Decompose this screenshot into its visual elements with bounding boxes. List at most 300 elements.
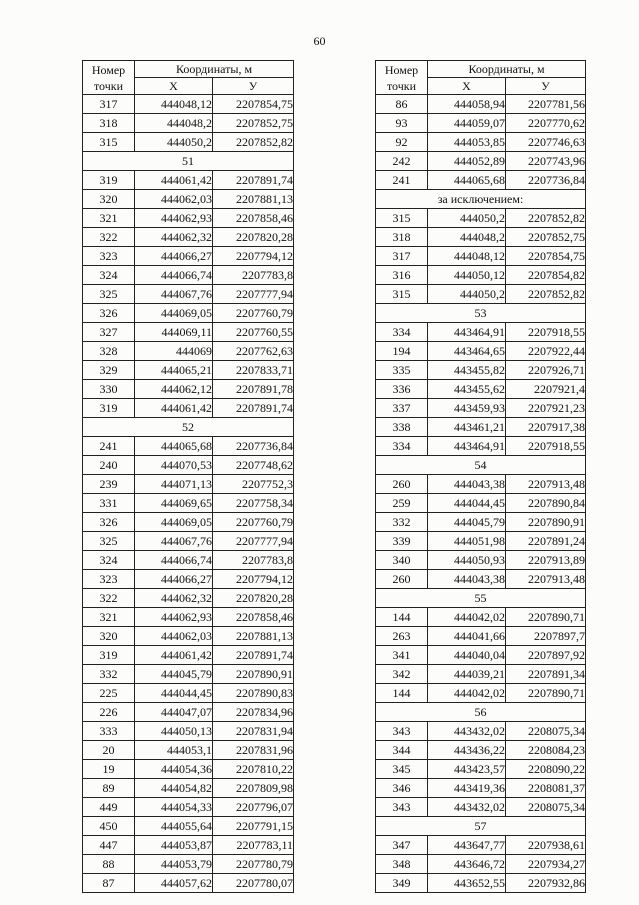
y-coordinate-cell: 2207881,13 xyxy=(213,190,294,209)
y-coordinate-cell: 2207881,13 xyxy=(213,627,294,646)
point-number-cell: 319 xyxy=(83,399,135,418)
x-coordinate-cell: 444065,68 xyxy=(135,437,213,456)
y-coordinate-cell: 2207913,89 xyxy=(506,551,586,570)
point-number-cell: 324 xyxy=(83,266,135,285)
y-coordinate-cell: 2207752,3 xyxy=(213,475,294,494)
table-row xyxy=(376,494,586,513)
y-coordinate-cell: 2207777,94 xyxy=(213,285,294,304)
point-number-cell: 259 xyxy=(376,494,428,513)
point-number-cell: 317 xyxy=(83,95,135,114)
point-number-cell: 321 xyxy=(83,209,135,228)
x-coordinate-cell: 444062,12 xyxy=(135,380,213,399)
x-coordinate-cell: 444053,79 xyxy=(135,855,213,874)
y-coordinate-cell: 2207780,07 xyxy=(213,874,294,893)
table-row xyxy=(83,247,294,266)
point-number-cell: 324 xyxy=(83,551,135,570)
y-coordinate-cell: 2207922,44 xyxy=(506,342,586,361)
table-row xyxy=(83,741,294,760)
point-number-cell: 316 xyxy=(376,266,428,285)
table-row xyxy=(83,171,294,190)
table-row xyxy=(376,513,586,532)
point-number-cell: 144 xyxy=(376,684,428,703)
section-label: 57 xyxy=(376,817,586,836)
x-coordinate-cell: 444050,13 xyxy=(135,722,213,741)
table-row xyxy=(376,551,586,570)
x-coordinate-cell: 443455,62 xyxy=(428,380,506,399)
section-row xyxy=(376,456,586,475)
table-row xyxy=(83,304,294,323)
y-coordinate-cell: 2207834,96 xyxy=(213,703,294,722)
table-row xyxy=(376,399,586,418)
point-number-cell: 315 xyxy=(83,133,135,152)
y-coordinate-cell: 2207777,94 xyxy=(213,532,294,551)
x-coordinate-cell: 443455,82 xyxy=(428,361,506,380)
y-coordinate-cell: 2208075,34 xyxy=(506,798,586,817)
section-row xyxy=(376,589,586,608)
y-coordinate-cell: 2207833,71 xyxy=(213,361,294,380)
point-number-cell: 326 xyxy=(83,513,135,532)
y-coordinate-cell: 2207762,63 xyxy=(213,342,294,361)
x-coordinate-cell: 444048,2 xyxy=(428,228,506,247)
x-coordinate-cell: 444066,74 xyxy=(135,266,213,285)
x-coordinate-cell: 444066,74 xyxy=(135,551,213,570)
table-row xyxy=(376,152,586,171)
table-row xyxy=(83,285,294,304)
y-coordinate-cell: 2207810,22 xyxy=(213,760,294,779)
x-coordinate-cell: 443459,93 xyxy=(428,399,506,418)
point-number-cell: 349 xyxy=(376,874,428,893)
table-row xyxy=(83,855,294,874)
section-label: 56 xyxy=(376,703,586,722)
point-number-cell: 327 xyxy=(83,323,135,342)
y-coordinate-cell: 2207891,24 xyxy=(506,532,586,551)
point-number-cell: 92 xyxy=(376,133,428,152)
point-number-header: Номер точки xyxy=(83,61,135,95)
point-number-cell: 226 xyxy=(83,703,135,722)
x-coordinate-cell: 444048,2 xyxy=(135,114,213,133)
x-coordinate-cell: 444062,32 xyxy=(135,589,213,608)
table-row xyxy=(376,171,586,190)
y-coordinate-cell: 2207736,84 xyxy=(213,437,294,456)
y-coordinate-cell: 2207760,55 xyxy=(213,323,294,342)
x-coordinate-cell: 443647,77 xyxy=(428,836,506,855)
table-row xyxy=(376,779,586,798)
y-coordinate-cell: 2207890,84 xyxy=(506,494,586,513)
y-coordinate-cell: 2207926,71 xyxy=(506,361,586,380)
table-row xyxy=(83,684,294,703)
table-row xyxy=(83,456,294,475)
point-number-cell: 320 xyxy=(83,190,135,209)
x-coordinate-cell: 443461,21 xyxy=(428,418,506,437)
y-coordinate-cell: 2207820,28 xyxy=(213,228,294,247)
x-coordinate-cell: 444070,53 xyxy=(135,456,213,475)
x-coordinate-cell: 444051,98 xyxy=(428,532,506,551)
point-number-cell: 335 xyxy=(376,361,428,380)
table-row xyxy=(83,665,294,684)
y-coordinate-cell: 2207854,75 xyxy=(213,95,294,114)
point-number-cell: 87 xyxy=(83,874,135,893)
x-coordinate-cell: 444043,38 xyxy=(428,475,506,494)
y-column-header: У xyxy=(506,78,586,95)
point-number-cell: 317 xyxy=(376,247,428,266)
point-number-cell: 240 xyxy=(83,456,135,475)
x-coordinate-cell: 444069,05 xyxy=(135,513,213,532)
x-coordinate-cell: 444041,66 xyxy=(428,627,506,646)
section-label: за исключением: xyxy=(376,190,586,209)
y-coordinate-cell: 2207913,48 xyxy=(506,475,586,494)
x-column-header: X xyxy=(428,78,506,95)
y-coordinate-cell: 2207796,07 xyxy=(213,798,294,817)
point-number-cell: 321 xyxy=(83,608,135,627)
table-row xyxy=(83,209,294,228)
x-coordinate-cell: 444044,45 xyxy=(135,684,213,703)
y-coordinate-cell: 2207760,79 xyxy=(213,304,294,323)
point-number-cell: 330 xyxy=(83,380,135,399)
table-row xyxy=(83,627,294,646)
table-row xyxy=(376,133,586,152)
y-coordinate-cell: 2207890,91 xyxy=(213,665,294,684)
point-number-cell: 449 xyxy=(83,798,135,817)
table-row xyxy=(83,836,294,855)
point-number-cell: 343 xyxy=(376,722,428,741)
point-number-cell: 144 xyxy=(376,608,428,627)
table-row xyxy=(83,266,294,285)
table-row xyxy=(376,684,586,703)
point-number-cell: 320 xyxy=(83,627,135,646)
point-number-cell: 88 xyxy=(83,855,135,874)
x-coordinate-cell: 444057,62 xyxy=(135,874,213,893)
point-number-cell: 333 xyxy=(83,722,135,741)
table-row xyxy=(83,361,294,380)
x-coordinate-cell: 443464,65 xyxy=(428,342,506,361)
point-number-cell: 323 xyxy=(83,570,135,589)
section-label: 54 xyxy=(376,456,586,475)
x-coordinate-cell: 444047,07 xyxy=(135,703,213,722)
y-coordinate-cell: 2207918,55 xyxy=(506,437,586,456)
table-row xyxy=(83,133,294,152)
x-coordinate-cell: 444050,93 xyxy=(428,551,506,570)
section-label: 52 xyxy=(83,418,294,437)
x-coordinate-cell: 444042,02 xyxy=(428,684,506,703)
y-coordinate-cell: 2207934,27 xyxy=(506,855,586,874)
point-number-cell: 325 xyxy=(83,532,135,551)
y-coordinate-cell: 2207938,61 xyxy=(506,836,586,855)
y-coordinate-cell: 2207932,86 xyxy=(506,874,586,893)
y-coordinate-cell: 2207831,96 xyxy=(213,741,294,760)
y-coordinate-cell: 2207758,34 xyxy=(213,494,294,513)
table-row xyxy=(83,589,294,608)
table-row xyxy=(83,703,294,722)
point-number-cell: 86 xyxy=(376,95,428,114)
section-row xyxy=(376,703,586,722)
point-number-cell: 241 xyxy=(83,437,135,456)
point-number-cell: 319 xyxy=(83,646,135,665)
table-row xyxy=(376,342,586,361)
y-coordinate-cell: 2207891,34 xyxy=(506,665,586,684)
point-number-cell: 346 xyxy=(376,779,428,798)
y-coordinate-cell: 2207891,74 xyxy=(213,399,294,418)
section-label: 51 xyxy=(83,152,294,171)
x-coordinate-cell: 444062,93 xyxy=(135,608,213,627)
point-number-cell: 318 xyxy=(376,228,428,247)
x-coordinate-cell: 444069,11 xyxy=(135,323,213,342)
x-coordinate-cell: 444066,27 xyxy=(135,247,213,266)
table-row xyxy=(376,114,586,133)
y-coordinate-cell: 2207858,46 xyxy=(213,608,294,627)
table-row xyxy=(83,114,294,133)
point-number-cell: 322 xyxy=(83,228,135,247)
point-number-cell: 345 xyxy=(376,760,428,779)
point-number-cell: 194 xyxy=(376,342,428,361)
table-row xyxy=(83,190,294,209)
x-coordinate-cell: 444061,42 xyxy=(135,646,213,665)
point-number-cell: 323 xyxy=(83,247,135,266)
point-number-cell: 315 xyxy=(376,209,428,228)
x-coordinate-cell: 444069,05 xyxy=(135,304,213,323)
x-coordinate-cell: 444055,64 xyxy=(135,817,213,836)
y-coordinate-cell: 2207854,75 xyxy=(506,247,586,266)
point-number-cell: 325 xyxy=(83,285,135,304)
point-number-cell: 20 xyxy=(83,741,135,760)
table-row xyxy=(376,646,586,665)
table-row xyxy=(376,570,586,589)
y-coordinate-cell: 2207913,48 xyxy=(506,570,586,589)
y-coordinate-cell: 2207794,12 xyxy=(213,247,294,266)
point-number-cell: 329 xyxy=(83,361,135,380)
point-number-cell: 332 xyxy=(376,513,428,532)
point-number-cell: 315 xyxy=(376,285,428,304)
point-number-cell: 19 xyxy=(83,760,135,779)
x-coordinate-cell: 443436,22 xyxy=(428,741,506,760)
table-row xyxy=(83,817,294,836)
x-coordinate-cell: 444040,04 xyxy=(428,646,506,665)
table-row xyxy=(83,798,294,817)
x-coordinate-cell: 443464,91 xyxy=(428,323,506,342)
table-row xyxy=(376,760,586,779)
x-coordinate-cell: 444050,2 xyxy=(428,209,506,228)
table-row xyxy=(376,855,586,874)
table-row xyxy=(83,342,294,361)
x-coordinate-cell: 444062,93 xyxy=(135,209,213,228)
y-coordinate-cell: 2207921,23 xyxy=(506,399,586,418)
x-coordinate-cell: 444052,89 xyxy=(428,152,506,171)
point-number-cell: 344 xyxy=(376,741,428,760)
point-number-cell: 343 xyxy=(376,798,428,817)
x-coordinate-cell: 444065,68 xyxy=(428,171,506,190)
point-number-cell: 331 xyxy=(83,494,135,513)
table-row xyxy=(376,418,586,437)
x-coordinate-cell: 444045,79 xyxy=(428,513,506,532)
table-row xyxy=(376,741,586,760)
y-coordinate-cell: 2207760,79 xyxy=(213,513,294,532)
table-row xyxy=(376,475,586,494)
y-coordinate-cell: 2207780,79 xyxy=(213,855,294,874)
point-number-cell: 334 xyxy=(376,437,428,456)
x-column-header: X xyxy=(135,78,213,95)
point-number-cell: 239 xyxy=(83,475,135,494)
y-coordinate-cell: 2207852,82 xyxy=(506,209,586,228)
y-coordinate-cell: 2208084,23 xyxy=(506,741,586,760)
x-coordinate-cell: 444062,32 xyxy=(135,228,213,247)
section-row xyxy=(83,418,294,437)
table-row xyxy=(83,475,294,494)
point-number-cell: 318 xyxy=(83,114,135,133)
point-number-cell: 342 xyxy=(376,665,428,684)
y-coordinate-cell: 2207748,62 xyxy=(213,456,294,475)
table-row xyxy=(83,608,294,627)
point-number-cell: 336 xyxy=(376,380,428,399)
table-row xyxy=(376,228,586,247)
x-coordinate-cell: 443464,91 xyxy=(428,437,506,456)
table-row xyxy=(376,798,586,817)
table-row xyxy=(83,95,294,114)
point-number-cell: 326 xyxy=(83,304,135,323)
point-number-cell: 225 xyxy=(83,684,135,703)
table-row xyxy=(376,323,586,342)
table-row xyxy=(376,247,586,266)
point-number-cell: 322 xyxy=(83,589,135,608)
point-number-cell: 89 xyxy=(83,779,135,798)
x-coordinate-cell: 444053,87 xyxy=(135,836,213,855)
y-coordinate-cell: 2207746,63 xyxy=(506,133,586,152)
table-row xyxy=(83,646,294,665)
y-coordinate-cell: 2207736,84 xyxy=(506,171,586,190)
section-row xyxy=(83,152,294,171)
point-number-cell: 450 xyxy=(83,817,135,836)
y-coordinate-cell: 2207890,71 xyxy=(506,608,586,627)
y-coordinate-cell: 2208075,34 xyxy=(506,722,586,741)
x-coordinate-cell: 444067,76 xyxy=(135,285,213,304)
table-body-right xyxy=(376,95,586,893)
y-coordinate-cell: 2208081,37 xyxy=(506,779,586,798)
x-coordinate-cell: 443423,57 xyxy=(428,760,506,779)
section-label: 53 xyxy=(376,304,586,323)
point-number-cell: 334 xyxy=(376,323,428,342)
y-coordinate-cell: 2207820,28 xyxy=(213,589,294,608)
x-coordinate-cell: 444042,02 xyxy=(428,608,506,627)
table-body-left xyxy=(83,95,294,893)
table-row xyxy=(376,380,586,399)
section-label: 55 xyxy=(376,589,586,608)
x-coordinate-cell: 444069 xyxy=(135,342,213,361)
y-coordinate-cell: 2207854,82 xyxy=(506,266,586,285)
y-coordinate-cell: 2207897,7 xyxy=(506,627,586,646)
point-number-cell: 260 xyxy=(376,570,428,589)
table-row xyxy=(376,532,586,551)
point-number-cell: 241 xyxy=(376,171,428,190)
x-coordinate-cell: 444053,85 xyxy=(428,133,506,152)
table-row xyxy=(83,513,294,532)
point-number-cell: 338 xyxy=(376,418,428,437)
x-coordinate-cell: 444071,13 xyxy=(135,475,213,494)
point-number-cell: 93 xyxy=(376,114,428,133)
y-coordinate-cell: 2207897,92 xyxy=(506,646,586,665)
coordinates-header: Координаты, м xyxy=(428,61,586,78)
table-row xyxy=(376,209,586,228)
coordinates-table-right xyxy=(375,60,586,893)
y-coordinate-cell: 2207791,15 xyxy=(213,817,294,836)
table-row xyxy=(83,228,294,247)
table-row xyxy=(376,437,586,456)
point-number-cell: 260 xyxy=(376,475,428,494)
x-coordinate-cell: 444045,79 xyxy=(135,665,213,684)
point-number-cell: 447 xyxy=(83,836,135,855)
y-coordinate-cell: 2207770,62 xyxy=(506,114,586,133)
point-number-cell: 348 xyxy=(376,855,428,874)
y-coordinate-cell: 2207783,8 xyxy=(213,266,294,285)
table-row xyxy=(83,874,294,893)
x-coordinate-cell: 444058,94 xyxy=(428,95,506,114)
x-coordinate-cell: 444061,42 xyxy=(135,399,213,418)
y-coordinate-cell: 2207831,94 xyxy=(213,722,294,741)
table-row xyxy=(83,722,294,741)
y-coordinate-cell: 2208090,22 xyxy=(506,760,586,779)
x-coordinate-cell: 443432,02 xyxy=(428,722,506,741)
x-coordinate-cell: 444062,03 xyxy=(135,627,213,646)
point-number-cell: 328 xyxy=(83,342,135,361)
table-row xyxy=(83,323,294,342)
table-row xyxy=(83,437,294,456)
x-coordinate-cell: 443652,55 xyxy=(428,874,506,893)
table-row xyxy=(83,532,294,551)
table-row xyxy=(376,608,586,627)
point-number-cell: 340 xyxy=(376,551,428,570)
table-row xyxy=(376,665,586,684)
y-coordinate-cell: 2207890,83 xyxy=(213,684,294,703)
point-number-cell: 332 xyxy=(83,665,135,684)
point-number-cell: 341 xyxy=(376,646,428,665)
table-row xyxy=(376,836,586,855)
x-coordinate-cell: 444066,27 xyxy=(135,570,213,589)
coordinates-header: Координаты, м xyxy=(135,61,294,78)
x-coordinate-cell: 444050,2 xyxy=(428,285,506,304)
x-coordinate-cell: 444067,76 xyxy=(135,532,213,551)
y-coordinate-cell: 2207891,78 xyxy=(213,380,294,399)
x-coordinate-cell: 444039,21 xyxy=(428,665,506,684)
page-number: 60 xyxy=(313,34,326,48)
y-column-header: У xyxy=(213,78,294,95)
x-coordinate-cell: 443419,36 xyxy=(428,779,506,798)
table-row xyxy=(83,380,294,399)
y-coordinate-cell: 2207781,56 xyxy=(506,95,586,114)
x-coordinate-cell: 444069,65 xyxy=(135,494,213,513)
section-row xyxy=(376,817,586,836)
table-row xyxy=(376,874,586,893)
table-row xyxy=(83,494,294,513)
y-coordinate-cell: 2207890,91 xyxy=(506,513,586,532)
table-row xyxy=(376,722,586,741)
y-coordinate-cell: 2207852,75 xyxy=(213,114,294,133)
x-coordinate-cell: 444050,12 xyxy=(428,266,506,285)
x-coordinate-cell: 443646,72 xyxy=(428,855,506,874)
point-number-cell: 319 xyxy=(83,171,135,190)
y-coordinate-cell: 2207858,46 xyxy=(213,209,294,228)
x-coordinate-cell: 444061,42 xyxy=(135,171,213,190)
table-row xyxy=(83,551,294,570)
y-coordinate-cell: 2207809,98 xyxy=(213,779,294,798)
x-coordinate-cell: 444054,33 xyxy=(135,798,213,817)
y-coordinate-cell: 2207783,8 xyxy=(213,551,294,570)
x-coordinate-cell: 444054,36 xyxy=(135,760,213,779)
y-coordinate-cell: 2207917,38 xyxy=(506,418,586,437)
table-row xyxy=(376,95,586,114)
y-coordinate-cell: 2207852,82 xyxy=(213,133,294,152)
x-coordinate-cell: 444050,2 xyxy=(135,133,213,152)
point-number-cell: 337 xyxy=(376,399,428,418)
y-coordinate-cell: 2207890,71 xyxy=(506,684,586,703)
table-row xyxy=(83,570,294,589)
y-coordinate-cell: 2207921,4 xyxy=(506,380,586,399)
